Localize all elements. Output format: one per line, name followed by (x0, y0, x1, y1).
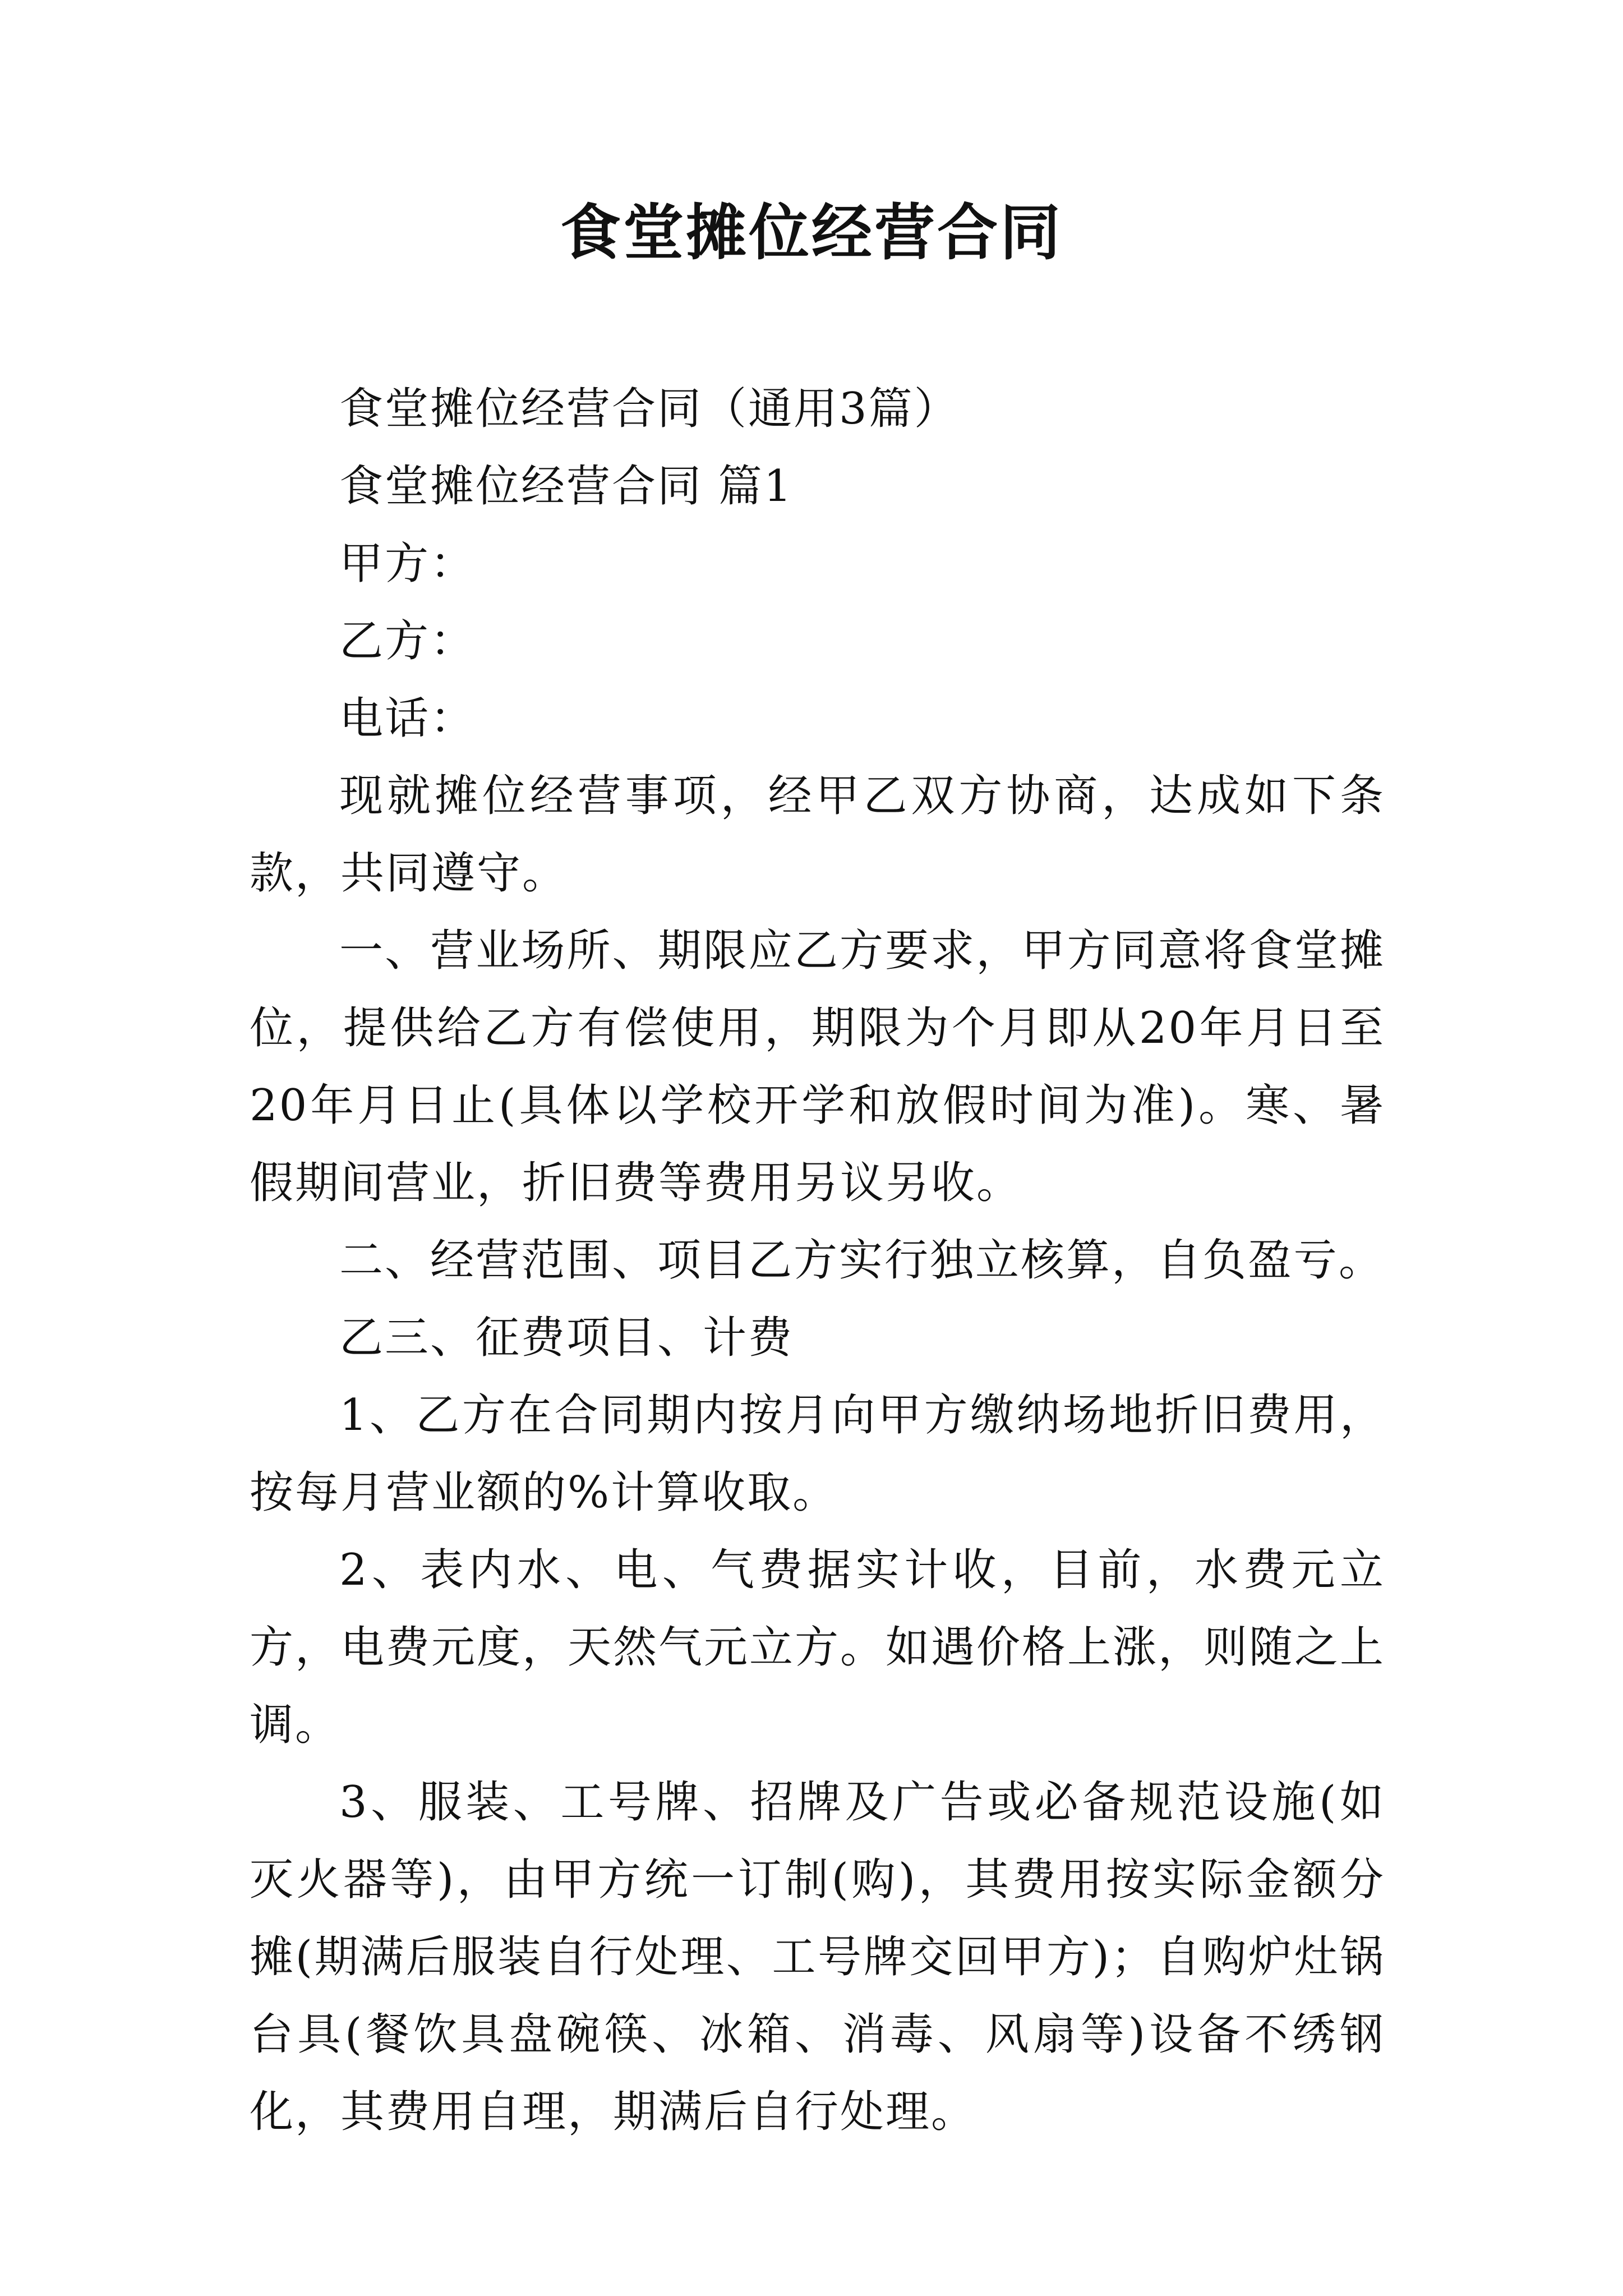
party-b-line: 乙方： (339, 616, 476, 666)
clause-2-paragraph: 二、经营范围、项目乙方实行独立核算，自负盈亏。 (339, 1235, 1385, 1286)
clause-3-item-3: 3、服装、工号牌、招牌及广告或必备规范设施(如灭火器等)，由甲方统一订制(购)，其费用按实际金额分摊(期满后服装自行处理、工号牌交回甲方)；自购炉灶锅台具(餐饮具盘碗筷、冰箱、消毒、风扇等)设备不绣钢化，其费用自理，期满后自行处理。 (250, 1777, 1385, 2137)
clause-3-item-2: 2、表内水、电、气费据实计收，目前，水费元立方，电费元度，天然气元立方。如遇价格上涨，则随之上调。 (250, 1545, 1386, 1750)
document-title: 食堂摊位经营合同 (560, 197, 1063, 268)
section-heading: 食堂摊位经营合同 篇1 (339, 461, 794, 512)
preamble-paragraph: 现就摊位经营事项，经甲乙双方协商，达成如下条款，共同遵守。 (250, 771, 1385, 899)
phone-line: 电话： (339, 693, 476, 744)
doc-subtitle: 食堂摊位经营合同（通用3篇） (339, 384, 960, 434)
document-body (250, 370, 1385, 2151)
party-a-line: 甲方： (339, 539, 476, 589)
clause-3-heading: 乙三、征费项目、计费 (339, 1313, 794, 1363)
clause-3-item-1: 1、乙方在合同期内按月向甲方缴纳场地折旧费用，按每月营业额的%计算收取。 (250, 1390, 1385, 1518)
clause-1-paragraph: 一、营业场所、期限应乙方要求，甲方同意将食堂摊位，提供给乙方有偿使用，期限为个月即从20年月日至20年月日止(具体以学校开学和放假时间为准)。寒、暑假期间营业，折旧费等费用另议另收。 (250, 926, 1385, 1208)
